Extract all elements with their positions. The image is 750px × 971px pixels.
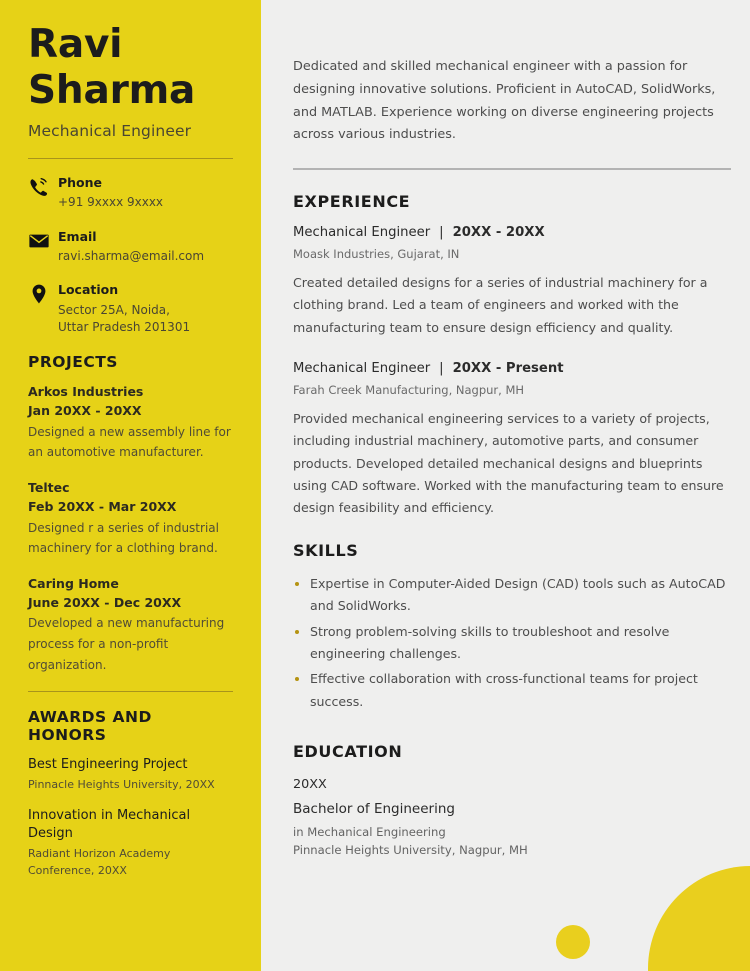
first-name: Ravi <box>28 22 123 67</box>
sidebar-divider-awards <box>28 691 233 692</box>
education-degree: Bachelor of Engineering <box>293 800 455 817</box>
award-title: Innovation in Mechanical Design <box>28 807 191 842</box>
skills-list <box>293 573 731 713</box>
contact-value-phone: +91 9xxxx 9xxxx <box>58 195 164 210</box>
main-content <box>261 0 750 971</box>
sidebar-divider-top <box>28 158 233 159</box>
experience-period: 20XX - 20XX <box>452 225 545 241</box>
envelope-icon <box>28 229 58 252</box>
contact-list <box>28 175 233 336</box>
project-date: Feb 20XX - Mar 20XX <box>28 498 177 514</box>
experience-description: Provided mechanical engineering services to a variety of projects, including industrial machinery, automotive parts, and consumer products. Developed detailed mechanical designs and blueprints using CAD software. Worked with the manufacturing team to ensure design feasibility and efficiency. <box>293 410 724 516</box>
education-school: Pinnacle Heights University, Nagpur, MH <box>293 843 528 858</box>
job-title: Mechanical Engineer <box>28 122 192 141</box>
experience-description: Created detailed designs for a series of industrial machinery for a clothing brand. Led a team of engineers and worked with the manufacturing team to ensure design efficiency and quality. <box>293 274 708 335</box>
contact-text-location <box>58 282 233 336</box>
project-description: Designed a new assembly line for an automotive manufacturer. <box>28 424 231 460</box>
experience-company: Moask Industries, Gujarat, IN <box>293 246 460 261</box>
award-item <box>28 807 233 880</box>
project-name: Teltec <box>28 480 70 496</box>
contact-item-location[interactable] <box>28 282 233 336</box>
contact-label-email: Email <box>58 228 97 244</box>
name-block <box>28 0 233 140</box>
experience-heading: EXPERIENCE <box>293 192 411 212</box>
location-line-2: Uttar Pradesh 201301 <box>58 319 191 334</box>
profile-summary: Dedicated and skilled mechanical engineer with a passion for designing innovative solutions. Proficient in AutoCAD, SolidWorks, and MATLAB. Experience working on diverse engineering projects across various industries. <box>293 59 716 143</box>
project-date: June 20XX - Dec 20XX <box>28 594 182 610</box>
skill-item: Effective collaboration with cross-functional teams for project success. <box>293 668 731 713</box>
phone-icon <box>28 175 58 198</box>
education-heading: EDUCATION <box>293 742 403 762</box>
experience-title: Mechanical Engineer <box>293 361 431 377</box>
project-name: Caring Home <box>28 575 119 591</box>
experience-period: 20XX - Present <box>452 361 564 377</box>
project-name: Arkos Industries <box>28 384 144 400</box>
sidebar <box>0 0 261 971</box>
award-subtitle: Radiant Horizon Academy Conference, 20XX <box>28 847 171 877</box>
location-line-1: Sector 25A, Noida, <box>58 302 170 317</box>
skill-item: Strong problem-solving skills to troubleshoot and resolve engineering challenges. <box>293 621 731 666</box>
experience-separator: | <box>439 361 444 377</box>
location-pin-icon <box>28 282 58 305</box>
project-date: Jan 20XX - 20XX <box>28 403 142 419</box>
last-name: Sharma <box>28 68 196 114</box>
contact-value-location <box>58 302 233 337</box>
experience-separator: | <box>439 225 444 241</box>
award-subtitle: Pinnacle Heights University, 20XX <box>28 778 215 792</box>
experience-item <box>293 224 731 339</box>
experience-item <box>293 360 731 520</box>
experience-head <box>293 224 731 242</box>
contact-text-email <box>58 229 233 266</box>
project-item <box>28 479 233 559</box>
awards-heading: AWARDS AND HONORS <box>28 708 152 745</box>
experience-title: Mechanical Engineer <box>293 225 431 241</box>
experience-company: Farah Creek Manufacturing, Nagpur, MH <box>293 382 525 397</box>
project-item <box>28 383 233 463</box>
skills-heading: SKILLS <box>293 540 359 560</box>
award-item <box>28 756 233 793</box>
contact-value-email: ravi.sharma@email.com <box>58 248 205 263</box>
experience-head <box>293 360 731 378</box>
skill-item: Expertise in Computer-Aided Design (CAD) tools such as AutoCAD and SolidWorks. <box>293 573 731 618</box>
contact-label-phone: Phone <box>58 175 103 191</box>
projects-heading: PROJECTS <box>28 353 118 372</box>
contact-label-location: Location <box>58 282 119 298</box>
project-description: Designed r a series of industrial machinery for a clothing brand. <box>28 520 219 556</box>
main-divider <box>293 168 731 170</box>
project-description: Developed a new manufacturing process for a non-profit organization. <box>28 616 225 672</box>
contact-item-phone[interactable] <box>28 175 233 212</box>
education-year: 20XX <box>293 777 327 793</box>
education-item <box>293 775 731 860</box>
project-item <box>28 575 233 675</box>
education-field: in Mechanical Engineering <box>293 825 446 840</box>
contact-item-email[interactable] <box>28 229 233 266</box>
contact-text-phone <box>58 175 233 212</box>
award-title: Best Engineering Project <box>28 757 188 773</box>
